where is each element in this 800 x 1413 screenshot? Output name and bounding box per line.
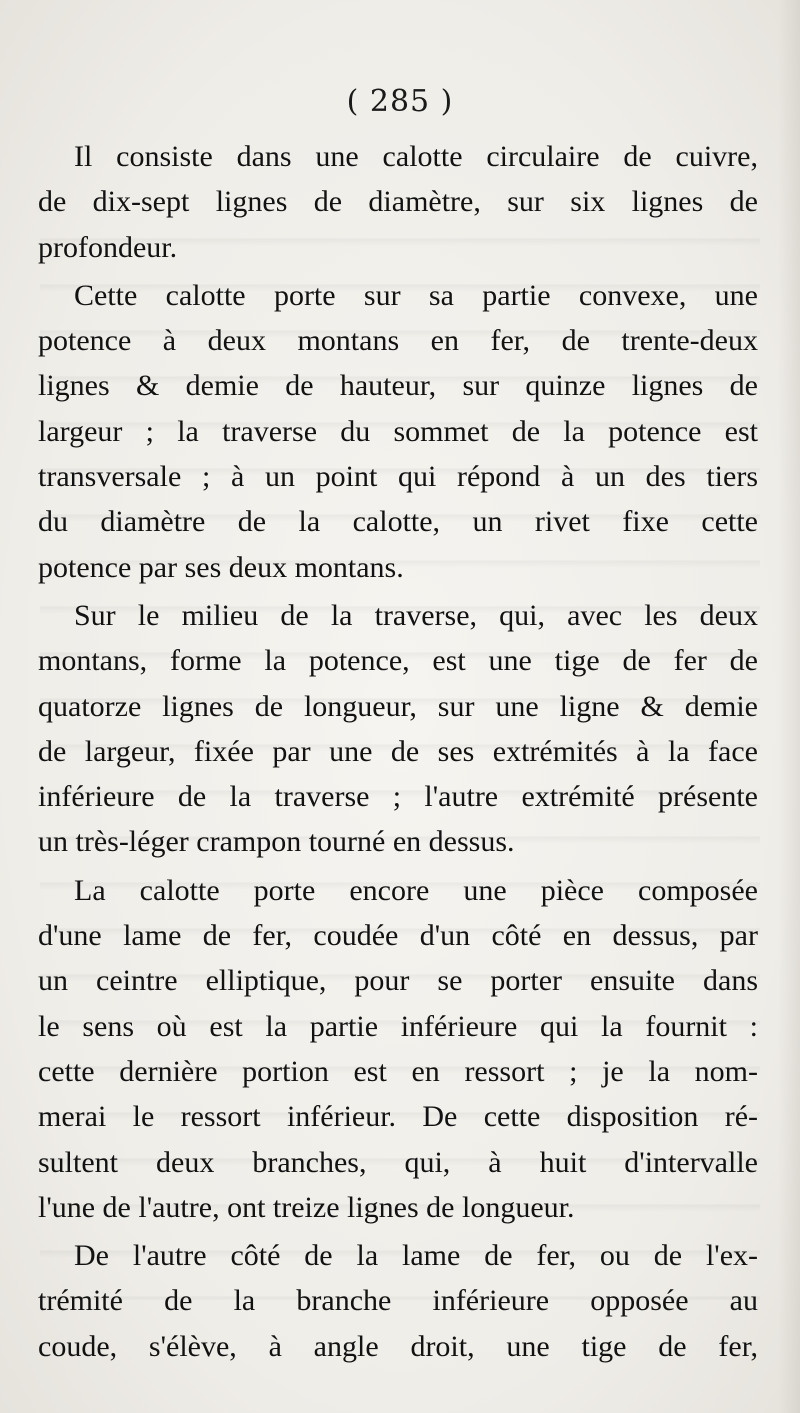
text-line: potence par ses deux montans. [38,550,404,584]
text-line: Sur le milieu de la traverse, qui, avec les deux [74,598,758,632]
text-line: Cette calotte porte sur sa partie convexe, une [74,278,758,312]
body-text [38,134,758,1369]
text-line: inférieure de la traverse ; l'autre extrémité présente [38,780,758,814]
text-line: largeur ; la traverse du sommet de la potence est [38,414,758,448]
paragraph-4 [38,868,758,1230]
text-line: Il consiste dans une calotte circulaire de cuivre, [74,140,758,173]
text-line: cette dernière portion est en ressort ; je la nom- [38,1054,758,1088]
text-line: de largeur, fixée par une de ses extrémités à la face [38,734,758,768]
text-line: potence à deux montans en fer, de trente-deux [38,324,758,358]
text-line: De l'autre côté de la lame de fer, ou de l'ex- [74,1239,758,1273]
text-line: un ceintre elliptique, pour se porter ensuite dans [38,964,758,998]
text-line: un très-léger crampon tourné en dessus. [38,825,515,859]
page-edge-shadow [778,0,800,1413]
paragraph-2 [38,273,758,590]
page-number: ( 285 ) [346,84,454,119]
text-line: merai le ressort inférieur. De cette disposition ré- [38,1100,758,1134]
paragraph-1 [38,134,758,270]
text-line: montans, forme la potence, est une tige de fer de [38,644,758,678]
text-line: de dix-sept lignes de diamètre, sur six lignes de [38,185,758,219]
paragraph-3 [38,593,758,865]
text-line: le sens où est la partie inférieure qui la fournit : [38,1009,758,1043]
text-line: transversale ; à un point qui répond à un des tiers [38,460,758,494]
paragraph-5 [38,1233,758,1369]
text-line: d'une lame de fer, coudée d'un côté en dessus, par [38,919,758,953]
text-line: sultent deux branches, qui, à huit d'intervalle [38,1145,758,1179]
text-line: trémité de la branche inférieure opposée au [38,1284,758,1318]
text-line: l'une de l'autre, ont treize lignes de longueur. [38,1190,575,1224]
text-line: quatorze lignes de longueur, sur une ligne & demie [38,689,758,723]
text-line: coude, s'élève, à angle droit, une tige de fer, [38,1329,758,1363]
text-line: lignes & demie de hauteur, sur quinze lignes de [38,369,758,403]
text-line: du diamètre de la calotte, un rivet fixe cette [38,505,758,539]
text-line: profondeur. [38,230,178,264]
text-line: La calotte porte encore une pièce composée [74,873,758,907]
